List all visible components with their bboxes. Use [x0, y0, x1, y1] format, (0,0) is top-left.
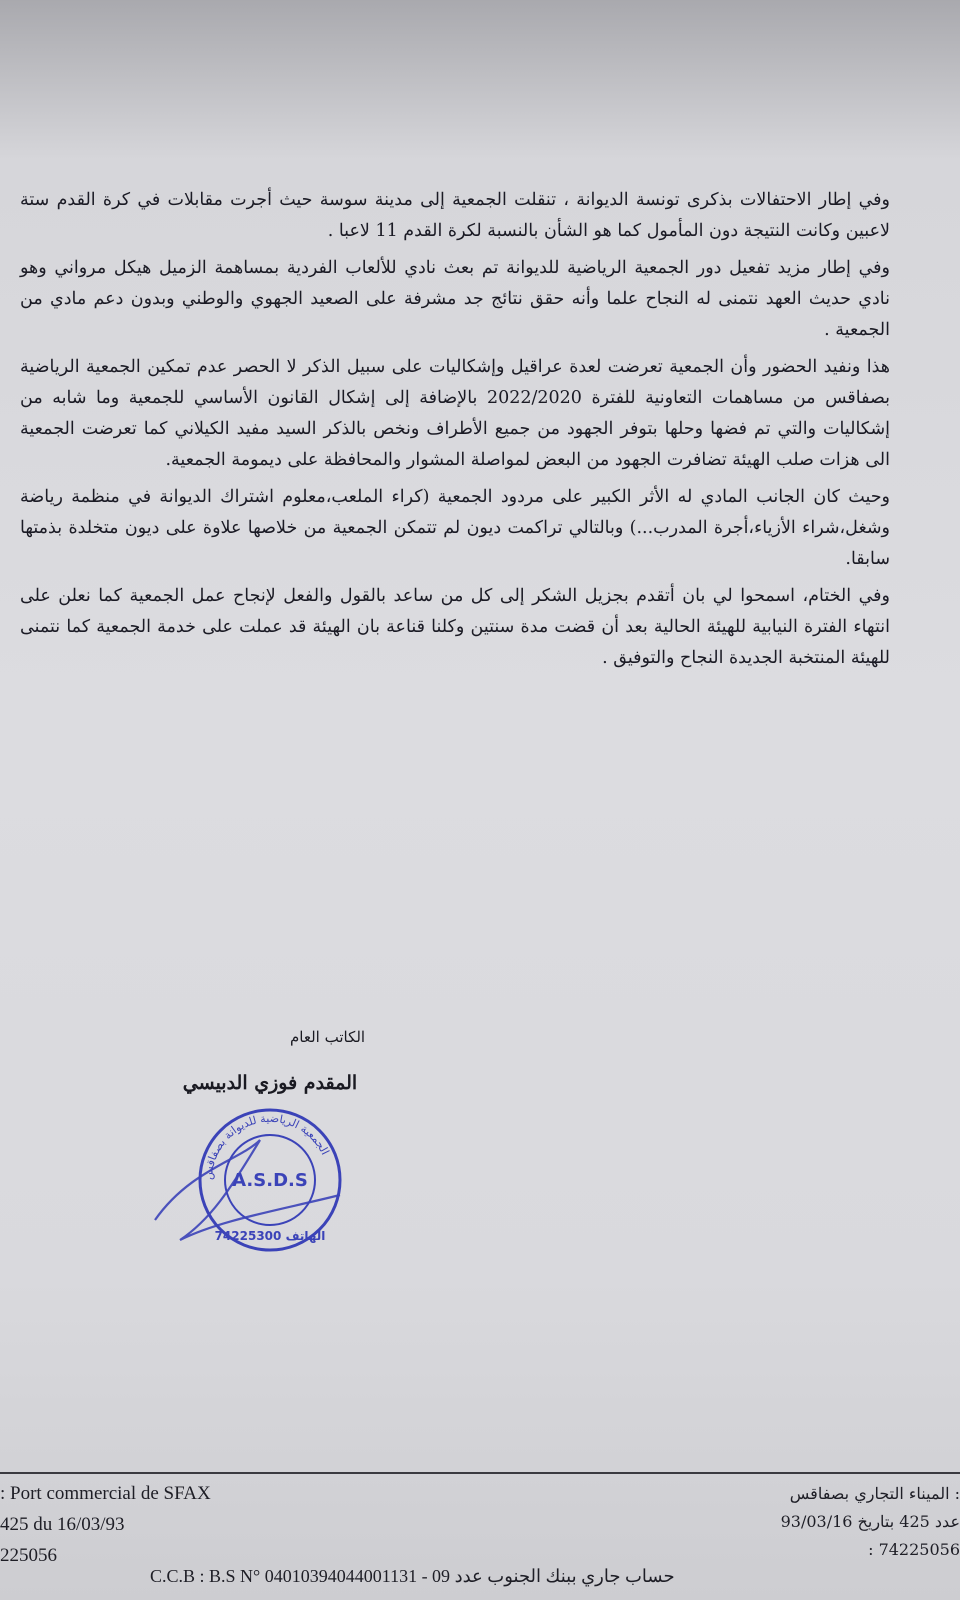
paragraph-individual-games-club: وفي إطار مزيد تفعيل دور الجمعية الرياضية للديوانة تم بعث نادي للألعاب الفردية بمساهمة الزميل هيكل مرواني وهو نادي حديث العهد نتمنى له النجاح علما وأنه حقق نتائج جد مشرفة على الصعيد الجهوي والوطني وبدون دعم مادي من الجمعية . — [20, 258, 890, 340]
letter-body — [20, 185, 890, 680]
footer-left-phone: 225056 — [0, 1545, 57, 1566]
paragraph-financial-side: وحيث كان الجانب المادي له الأثر الكبير على مردود الجمعية (كراء الملعب،معلوم اشتراك الديوانة في منظمة رياضة وشغل،شراء الأزياء،أجرة المدرب...) وبالتالي تراكمت ديون لم تتمكن الجمعية من خلاصها علاوة على ديون متخلدة بذمتها سابقا. — [20, 487, 890, 569]
footer-right-address: : الميناء التجاري بصفاقس — [789, 1484, 960, 1503]
stamp-phone-text: 74225300 الهاتف — [214, 1229, 326, 1243]
footer-left-registration: 425 du 16/03/93 — [0, 1514, 125, 1535]
footer-left-info — [0, 1478, 400, 1571]
footer-right-info — [640, 1480, 960, 1564]
signer-title: الكاتب العام — [290, 1028, 366, 1046]
footer-bank-account: C.C.B : B.S N° 04010394044001131 - 09 حساب جاري ببنك الجنوب عدد — [150, 1566, 675, 1586]
stamp-ring-text: الجمعية الرياضية للديوانة بصفاقس — [201, 1111, 332, 1181]
paragraph-obstacles: هذا ونفيد الحضور وأن الجمعية تعرضت لعدة عراقيل وإشكاليات على سبيل الذكر لا الحصر عدم تمكين الجمعية الرياضية بصفاقس من مساهمات التعاونية للفترة 2022/2020 بالإضافة إلى إشكال القانون الأساسي للجمعية وما شابه من إشكاليات والتي تم فضها وحلها بتوفر الجهود من جميع الأطراف ونخص بالذكر السيد مفيد الكيلاني كما تعرضت الجمعية الى هزات صلب الهيئة تضافرت الجهود من البعض لمواصلة المشوار والمحافظة على ديمومة الجمعية. — [20, 357, 890, 470]
paragraph-sousse-trip: وفي إطار الاحتفالات بذكرى تونسة الديوانة ، تنقلت الجمعية إلى مدينة سوسة حيث أجرت مقابلات في كرة القدم ستة لاعبين وكانت النتيجة دون المأمول كما هو الشأن بالنسبة لكرة القدم 11 لاعبا . — [20, 190, 890, 241]
stamp-center-text: A.S.D.S — [232, 1170, 308, 1191]
footer-right-registration: عدد 425 بتاريخ 93/03/16 — [780, 1512, 960, 1531]
footer-right-phone: 74225056 : — [868, 1540, 960, 1559]
stamp-seal — [150, 1100, 350, 1260]
paragraph-closing: وفي الختام، اسمحوا لي بان أتقدم بجزيل الشكر إلى كل من ساعد بالقول والفعل لإنجاح عمل الجمعية كما نعلن على انتهاء الفترة النيابية للهيئة الحالية بعد أن قضت مدة سنتين وكلنا قناعة بان الهيئة قد عملت على خدمة الجمعية كما نتمنى للهيئة المنتخبة الجديدة النجاح والتوفيق . — [20, 586, 890, 668]
signature-block — [150, 1028, 390, 1094]
footer-divider — [0, 1472, 960, 1474]
footer-left-address: : Port commercial de SFAX — [0, 1483, 211, 1504]
signer-name: المقدم فوزي الدبيسي — [182, 1072, 358, 1094]
